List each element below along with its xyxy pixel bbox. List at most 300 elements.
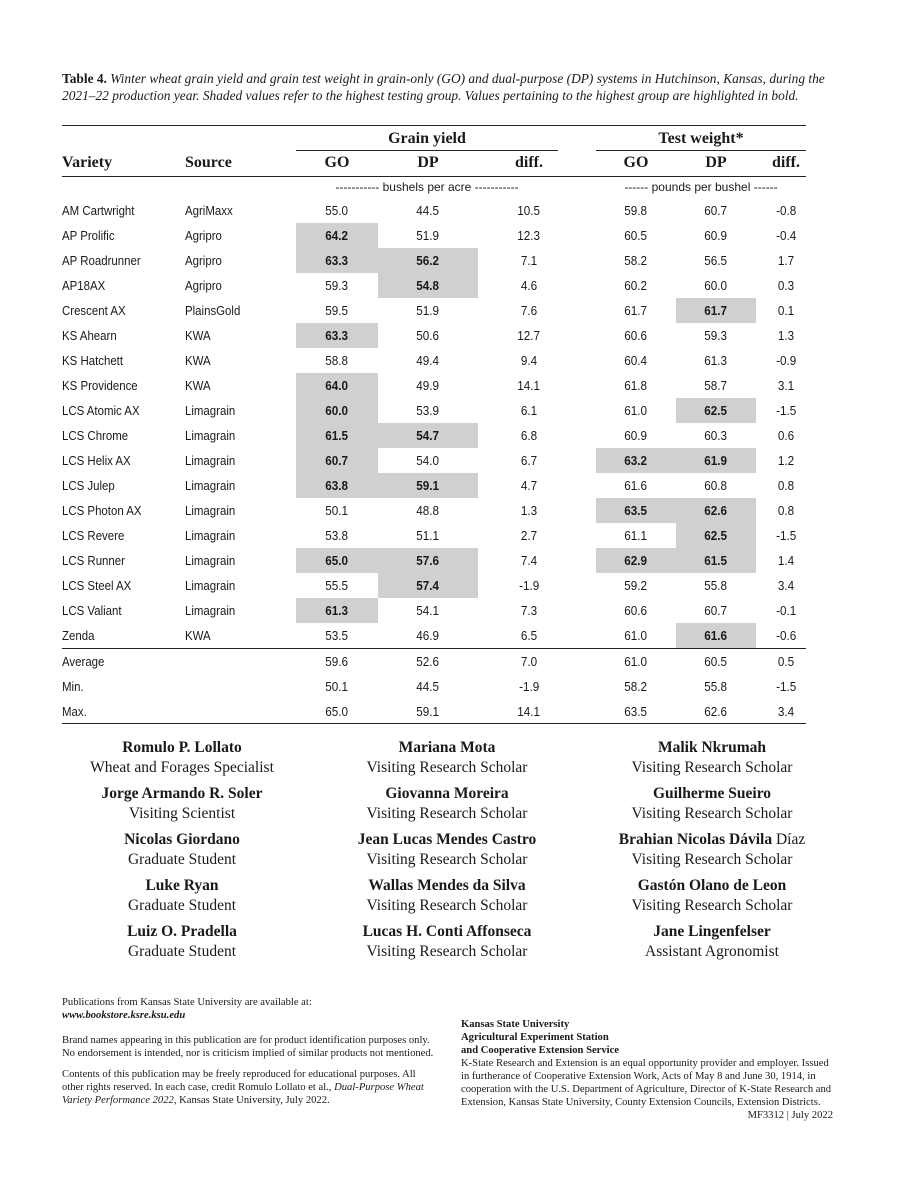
yield-dp-cell [378, 198, 478, 223]
test-go-value: 61.7 [624, 303, 648, 318]
test-diff-cell [756, 699, 816, 724]
author [312, 738, 582, 784]
test-go-value: 63.5 [624, 704, 648, 719]
yield-dp-value: 46.9 [416, 628, 440, 643]
source-cell: Limagrain [185, 603, 236, 618]
source-cell: KWA [185, 378, 211, 393]
source-cell: Limagrain [185, 478, 236, 493]
yield-go-value: 61.5 [325, 428, 349, 443]
variety-cell: Crescent AX [62, 303, 126, 318]
variety-cell: AP18AX [62, 278, 106, 293]
pubs-line: Publications from Kansas State University are available at: [62, 997, 312, 1008]
table-row [0, 473, 908, 498]
yield-go-cell [296, 699, 378, 724]
author-title: Visiting Scientist [128, 805, 236, 822]
test-go-value: 61.1 [624, 528, 648, 543]
test-diff-cell [756, 348, 816, 373]
yield-diff-value: -1.9 [518, 578, 540, 593]
test-diff-value: -0.6 [775, 628, 797, 643]
variety-cell: AM Cartwright [62, 203, 135, 218]
test-dp-value: 61.7 [704, 303, 728, 318]
source-cell: Agripro [185, 228, 222, 243]
yield-group-rule [296, 150, 558, 151]
author-name: Malik Nkrumah [657, 739, 767, 756]
yield-diff-cell [490, 198, 568, 223]
table-row [0, 298, 908, 323]
variety-cell: AP Roadrunner [62, 253, 141, 268]
test-dp-value: 55.8 [704, 679, 728, 694]
source-cell: AgriMaxx [185, 203, 233, 218]
test-diff-cell [756, 223, 816, 248]
author-name: Luke Ryan [145, 877, 219, 894]
table-row [0, 373, 908, 398]
variety-cell: LCS Helix AX [62, 453, 131, 468]
variety-cell: LCS Steel AX [62, 578, 132, 593]
yield-diff-value: 2.7 [520, 528, 538, 543]
pubs-note [62, 996, 434, 1022]
test-dp-value: 55.8 [704, 578, 728, 593]
yield-go-value: 65.0 [325, 553, 349, 568]
footer-left [62, 996, 434, 1115]
rights-note [62, 1068, 434, 1107]
test-diff-value: 0.6 [777, 428, 795, 443]
table-row [0, 273, 908, 298]
yield-dp-cell [378, 273, 478, 298]
test-dp-value: 60.0 [704, 278, 728, 293]
pub-code: MF3312 | July 2022 [747, 1110, 833, 1121]
yield-diff-cell [490, 573, 568, 598]
test-diff-value: 0.5 [777, 654, 795, 669]
yield-go-cell [296, 548, 378, 573]
yield-go-cell [296, 248, 378, 273]
test-dp-value: 62.5 [704, 528, 728, 543]
test-diff-cell [756, 523, 816, 548]
eo-text: K-State Research and Extension is an equal opportunity provider and employer. Issued in furtherance of Cooperative Extension Work, Acts of May 8 and June 30, 1914, in cooperation with the U.S. Department of Agriculture, Director of K-State Research and Extension, Kansas State University, County Extension Councils, Extension Districts. [461, 1058, 832, 1108]
yield-dp-cell [378, 548, 478, 573]
yield-diff-value: 7.6 [520, 303, 538, 318]
author-title: Visiting Research Scholar [366, 759, 528, 776]
yield-go-cell [296, 598, 378, 623]
test-dp-cell [676, 323, 756, 348]
author [577, 784, 847, 830]
test-dp-cell [676, 248, 756, 273]
yield-diff-cell [490, 548, 568, 573]
variety-cell: Average [62, 654, 105, 669]
yield-dp-cell [378, 373, 478, 398]
col-test-diff: diff. [772, 154, 800, 171]
col-test-dp: DP [705, 154, 727, 171]
yield-go-value: 50.1 [325, 679, 349, 694]
yield-go-cell [296, 573, 378, 598]
test-go-cell [596, 398, 676, 423]
yield-go-cell [296, 523, 378, 548]
author [47, 876, 317, 922]
test-go-cell [596, 323, 676, 348]
yield-diff-cell [490, 623, 568, 648]
author [312, 784, 582, 830]
test-go-cell [596, 674, 676, 699]
yield-diff-cell [490, 223, 568, 248]
test-go-value: 60.9 [624, 428, 648, 443]
test-dp-cell [676, 198, 756, 223]
test-dp-cell [676, 223, 756, 248]
test-dp-value: 61.9 [704, 453, 728, 468]
test-diff-cell [756, 198, 816, 223]
test-weight-header: Test weight* [658, 130, 744, 147]
yield-diff-value: -1.9 [518, 679, 540, 694]
yield-dp-cell [378, 674, 478, 699]
test-diff-cell [756, 323, 816, 348]
variety-cell: LCS Valiant [62, 603, 122, 618]
author [577, 738, 847, 784]
test-diff-value: 3.4 [777, 704, 795, 719]
test-dp-value: 61.5 [704, 553, 728, 568]
test-go-value: 61.0 [624, 628, 648, 643]
test-diff-cell [756, 298, 816, 323]
table-row [0, 548, 908, 573]
author-name: Guilherme Sueiro [652, 785, 772, 802]
yield-diff-value: 6.1 [520, 403, 538, 418]
test-dp-value: 56.5 [704, 253, 728, 268]
yield-dp-value: 54.8 [416, 278, 440, 293]
yield-go-cell [296, 398, 378, 423]
yield-go-cell [296, 623, 378, 648]
test-go-value: 63.2 [624, 453, 648, 468]
yield-go-cell [296, 323, 378, 348]
yield-diff-value: 12.3 [517, 228, 541, 243]
test-go-cell [596, 298, 676, 323]
author-title: Visiting Research Scholar [631, 805, 793, 822]
yield-go-cell [296, 448, 378, 473]
table-row [0, 699, 908, 724]
test-go-value: 60.6 [624, 603, 648, 618]
table-row [0, 598, 908, 623]
source-cell: Limagrain [185, 503, 236, 518]
variety-cell: KS Providence [62, 378, 138, 393]
author-name: Jane Lingenfelser [653, 923, 771, 940]
test-diff-cell [756, 373, 816, 398]
author [312, 830, 582, 876]
ksu-line-1: Kansas State University [461, 1019, 570, 1030]
author-title: Visiting Research Scholar [631, 897, 793, 914]
variety-cell: Min. [62, 679, 84, 694]
yield-dp-value: 50.6 [416, 328, 440, 343]
table-row [0, 649, 908, 674]
author [47, 922, 317, 968]
author-name-bold: Brahian Nicolas Dávila [618, 831, 773, 848]
yield-diff-value: 14.1 [517, 378, 541, 393]
test-diff-cell [756, 473, 816, 498]
col-yield-dp: DP [417, 154, 439, 171]
table-row [0, 198, 908, 223]
caption-text: Winter wheat grain yield and grain test weight in grain-only (GO) and dual-purpose (DP) systems in Hutchinson, Kansas, during the 2021–22 production year. Shaded values refer to the highest testing group. Values pertaining to the highest group are highlighted in bold. [62, 71, 825, 103]
test-diff-value: 3.4 [777, 578, 795, 593]
test-go-value: 61.8 [624, 378, 648, 393]
caption-lead: Table 4. [62, 71, 107, 86]
test-dp-value: 60.7 [704, 603, 728, 618]
test-go-cell [596, 649, 676, 674]
yield-diff-value: 12.7 [517, 328, 541, 343]
test-dp-value: 60.7 [704, 203, 728, 218]
test-diff-value: -1.5 [775, 528, 797, 543]
test-go-cell [596, 523, 676, 548]
test-go-value: 60.2 [624, 278, 648, 293]
author-title: Graduate Student [127, 851, 237, 868]
yield-diff-value: 6.5 [520, 628, 538, 643]
test-go-cell [596, 373, 676, 398]
table-row [0, 448, 908, 473]
table-row [0, 223, 908, 248]
author-column-2 [312, 738, 582, 968]
yield-diff-value: 7.1 [520, 253, 538, 268]
yield-go-value: 58.8 [325, 353, 349, 368]
table-row [0, 323, 908, 348]
author [47, 784, 317, 830]
yield-dp-value: 52.6 [416, 654, 440, 669]
yield-dp-value: 44.5 [416, 203, 440, 218]
yield-diff-value: 7.3 [520, 603, 538, 618]
yield-dp-value: 54.1 [416, 603, 440, 618]
test-go-cell [596, 448, 676, 473]
yield-dp-value: 59.1 [416, 704, 440, 719]
author-title: Visiting Research Scholar [366, 805, 528, 822]
test-group-rule [596, 150, 806, 151]
yield-go-cell [296, 473, 378, 498]
source-cell: Limagrain [185, 428, 236, 443]
yield-diff-cell [490, 298, 568, 323]
table-row [0, 348, 908, 373]
test-diff-cell [756, 398, 816, 423]
yield-go-cell [296, 373, 378, 398]
source-cell: Limagrain [185, 453, 236, 468]
author-name-tail: Díaz [775, 831, 806, 848]
variety-cell: Max. [62, 704, 87, 719]
table-row [0, 423, 908, 448]
table-row [0, 498, 908, 523]
grain-yield-header: Grain yield [388, 130, 466, 147]
col-yield-diff: diff. [515, 154, 543, 171]
test-dp-value: 60.8 [704, 478, 728, 493]
test-dp-value: 61.6 [704, 628, 728, 643]
table-row [0, 623, 908, 648]
ksu-line-2: Agricultural Experiment Station [461, 1032, 609, 1043]
yield-dp-value: 53.9 [416, 403, 440, 418]
source-cell: Agripro [185, 253, 222, 268]
yield-diff-cell [490, 348, 568, 373]
yield-dp-value: 48.8 [416, 503, 440, 518]
variety-cell: AP Prolific [62, 228, 115, 243]
test-dp-value: 62.6 [704, 503, 728, 518]
yield-diff-cell [490, 423, 568, 448]
test-diff-value: 1.7 [777, 253, 795, 268]
yield-diff-cell [490, 523, 568, 548]
table-row [0, 523, 908, 548]
test-dp-value: 59.3 [704, 328, 728, 343]
table-top-rule [62, 125, 806, 126]
source-cell: Limagrain [185, 553, 236, 568]
test-dp-cell [676, 348, 756, 373]
yield-diff-cell [490, 273, 568, 298]
yield-dp-cell [378, 523, 478, 548]
test-go-cell [596, 699, 676, 724]
test-diff-value: -1.5 [775, 403, 797, 418]
author-title: Graduate Student [127, 897, 237, 914]
test-dp-cell [676, 273, 756, 298]
author-name [577, 830, 847, 850]
test-diff-cell [756, 248, 816, 273]
unit-yield: ----------- bushels per acre ----------- [335, 180, 519, 194]
yield-dp-cell [378, 448, 478, 473]
yield-go-value: 60.0 [325, 403, 349, 418]
yield-dp-value: 57.6 [416, 553, 440, 568]
source-cell: Limagrain [185, 528, 236, 543]
source-cell: KWA [185, 328, 211, 343]
yield-dp-value: 54.0 [416, 453, 440, 468]
test-diff-cell [756, 448, 816, 473]
variety-cell: LCS Runner [62, 553, 125, 568]
author-title: Visiting Research Scholar [366, 943, 528, 960]
test-diff-cell [756, 598, 816, 623]
variety-cell: LCS Chrome [62, 428, 129, 443]
yield-diff-value: 7.0 [520, 654, 538, 669]
yield-dp-value: 44.5 [416, 679, 440, 694]
col-source: Source [185, 154, 232, 171]
test-go-cell [596, 248, 676, 273]
brand-note: Brand names appearing in this publication are for product identification purposes only. No endorsement is intended, nor is criticism implied of similar products not mentioned. [62, 1035, 434, 1059]
test-dp-cell [676, 573, 756, 598]
yield-dp-value: 54.7 [416, 428, 440, 443]
yield-dp-cell [378, 598, 478, 623]
yield-dp-value: 49.4 [416, 353, 440, 368]
yield-dp-value: 51.9 [416, 303, 440, 318]
test-go-value: 61.0 [624, 403, 648, 418]
variety-cell: Zenda [62, 628, 95, 643]
test-go-value: 60.6 [624, 328, 648, 343]
yield-go-value: 50.1 [325, 503, 349, 518]
yield-go-value: 53.8 [325, 528, 349, 543]
author-name: Mariana Mota [398, 739, 496, 756]
pubs-url-link[interactable]: www.bookstore.ksre.ksu.edu [62, 1010, 186, 1021]
header-bottom-rule [62, 176, 806, 177]
yield-dp-cell [378, 498, 478, 523]
author-name: Lucas H. Conti Affonseca [362, 923, 532, 940]
test-go-cell [596, 273, 676, 298]
author-name: Romulo P. Lollato [122, 739, 242, 756]
yield-go-value: 59.6 [325, 654, 349, 669]
test-diff-cell [756, 498, 816, 523]
rights-text-b: , Kansas State University, July 2022. [173, 1095, 330, 1106]
test-dp-cell [676, 699, 756, 724]
yield-dp-cell [378, 699, 478, 724]
test-go-cell [596, 348, 676, 373]
yield-diff-value: 7.4 [520, 553, 538, 568]
test-dp-cell [676, 373, 756, 398]
yield-diff-value: 6.7 [520, 453, 538, 468]
test-go-cell [596, 473, 676, 498]
test-diff-value: -1.5 [775, 679, 797, 694]
variety-cell: LCS Atomic AX [62, 403, 140, 418]
yield-diff-cell [490, 373, 568, 398]
col-yield-go: GO [324, 154, 350, 171]
author-title: Visiting Research Scholar [631, 851, 793, 868]
yield-go-value: 60.7 [325, 453, 349, 468]
table-row [0, 573, 908, 598]
yield-dp-value: 49.9 [416, 378, 440, 393]
test-diff-value: -0.1 [775, 603, 797, 618]
test-go-value: 61.0 [624, 654, 648, 669]
author-name: Nicolas Giordano [124, 831, 240, 848]
yield-diff-value: 14.1 [517, 704, 541, 719]
yield-dp-value: 57.4 [416, 578, 440, 593]
yield-go-cell [296, 348, 378, 373]
test-go-cell [596, 548, 676, 573]
yield-diff-cell [490, 674, 568, 699]
yield-go-value: 65.0 [325, 704, 349, 719]
yield-diff-value: 10.5 [517, 203, 541, 218]
test-dp-cell [676, 598, 756, 623]
ksu-line-3: and Cooperative Extension Service [461, 1045, 620, 1056]
yield-diff-cell [490, 699, 568, 724]
test-diff-value: -0.8 [775, 203, 797, 218]
yield-go-cell [296, 649, 378, 674]
test-dp-cell [676, 498, 756, 523]
eo-statement [461, 1057, 833, 1121]
source-cell: Limagrain [185, 578, 236, 593]
author [577, 830, 847, 876]
test-dp-cell [676, 398, 756, 423]
yield-go-value: 59.3 [325, 278, 349, 293]
yield-diff-value: 1.3 [520, 503, 538, 518]
test-go-value: 60.5 [624, 228, 648, 243]
yield-dp-value: 51.1 [416, 528, 440, 543]
variety-cell: KS Ahearn [62, 328, 117, 343]
author-title: Graduate Student [127, 943, 237, 960]
table-row [0, 674, 908, 699]
test-dp-cell [676, 548, 756, 573]
test-go-cell [596, 223, 676, 248]
test-go-cell [596, 573, 676, 598]
test-diff-value: 0.8 [777, 503, 795, 518]
test-dp-cell [676, 523, 756, 548]
yield-diff-value: 6.8 [520, 428, 538, 443]
table-caption [62, 70, 852, 104]
test-go-cell [596, 423, 676, 448]
yield-dp-cell [378, 323, 478, 348]
test-diff-value: 1.4 [777, 553, 795, 568]
source-cell: KWA [185, 353, 211, 368]
author-title: Assistant Agronomist [645, 943, 779, 960]
author-column-1 [47, 738, 317, 968]
author-name: Jorge Armando R. Soler [101, 785, 263, 802]
yield-dp-cell [378, 223, 478, 248]
yield-go-value: 55.0 [325, 203, 349, 218]
yield-diff-value: 4.7 [520, 478, 538, 493]
yield-dp-value: 51.9 [416, 228, 440, 243]
test-dp-value: 62.6 [704, 704, 728, 719]
yield-diff-value: 9.4 [520, 353, 538, 368]
test-go-cell [596, 498, 676, 523]
test-diff-value: 1.3 [777, 328, 795, 343]
test-go-value: 59.2 [624, 578, 648, 593]
yield-go-cell [296, 223, 378, 248]
yield-diff-cell [490, 473, 568, 498]
test-diff-cell [756, 674, 816, 699]
variety-cell: LCS Revere [62, 528, 125, 543]
yield-go-value: 63.3 [325, 328, 349, 343]
yield-diff-cell [490, 649, 568, 674]
rights-title: Dual-Purpose Wheat Variety Performance 2022 [62, 1082, 424, 1106]
yield-go-value: 61.3 [325, 603, 349, 618]
